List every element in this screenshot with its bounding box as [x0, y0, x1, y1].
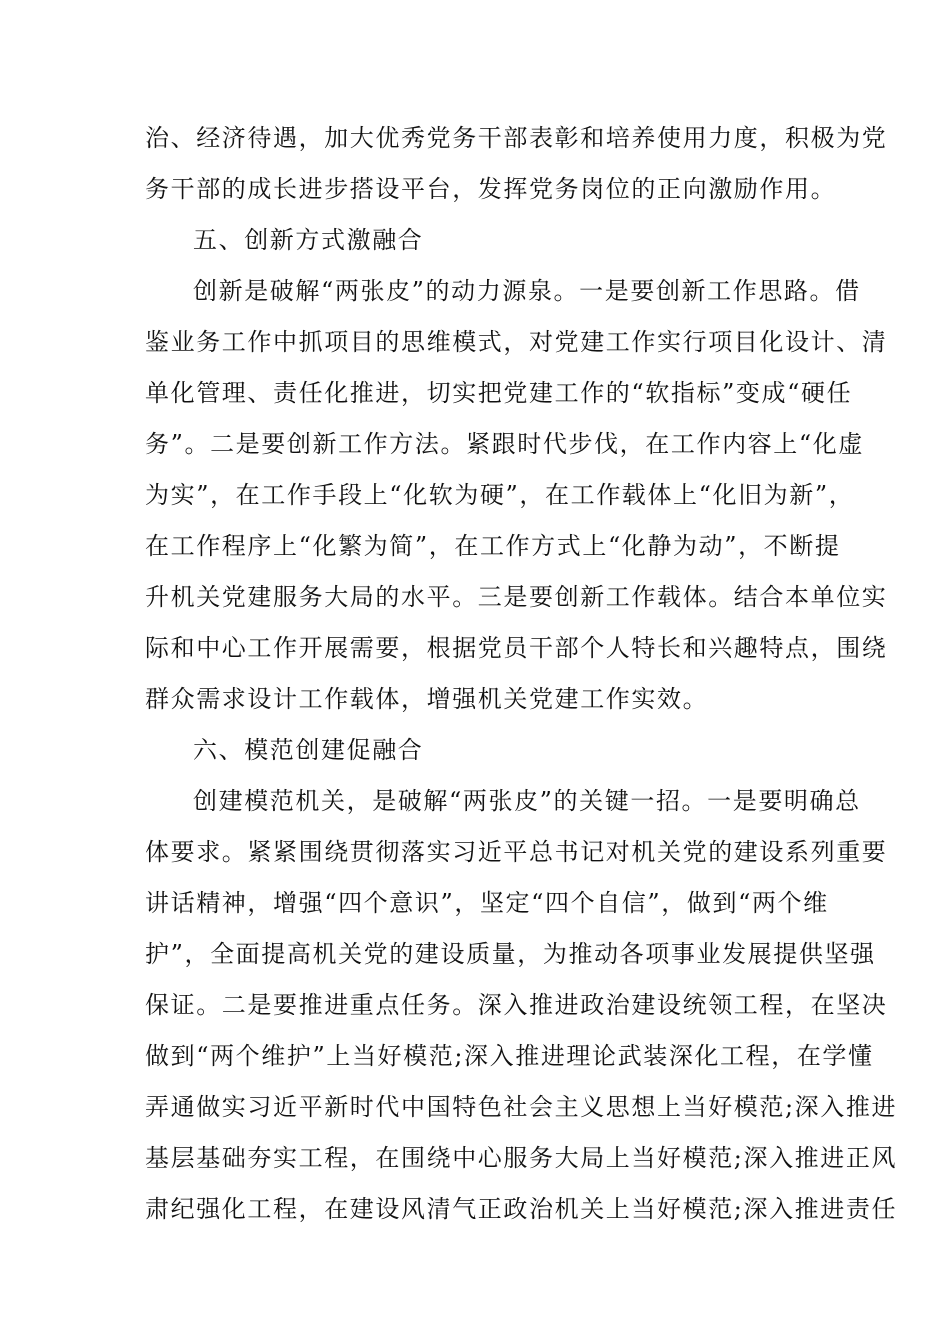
paragraph-line: 保证。二是要推进重点任务。深入推进政治建设统领工程，在坚决	[145, 991, 888, 1019]
paragraph-line: 务”。二是要创新工作方法。紧跟时代步伐，在工作内容上“化虚	[145, 430, 864, 458]
paragraph-line: 务干部的成长进步搭设平台，发挥党务岗位的正向激励作用。	[145, 175, 837, 203]
paragraph-line: 治、经济待遇，加大优秀党务干部表彰和培养使用力度，积极为党	[145, 124, 888, 152]
paragraph-line: 群众需求设计工作载体，增强机关党建工作实效。	[145, 685, 709, 713]
section-heading: 六、模范创建促融合	[193, 736, 424, 764]
paragraph-line: 弄通做实习近平新时代中国特色社会主义思想上当好模范;深入推进	[145, 1093, 898, 1121]
paragraph-line: 为实”，在工作手段上“化软为硬”，在工作载体上“化旧为新”，	[145, 481, 855, 509]
paragraph-line: 肃纪强化工程，在建设风清气正政治机关上当好模范;深入推进责任	[145, 1195, 898, 1223]
paragraph-line: 体要求。紧紧围绕贯彻落实习近平总书记对机关党的建设系列重要	[145, 838, 888, 866]
paragraph-line: 单化管理、责任化推进，切实把党建工作的“软指标”变成“硬任	[145, 379, 853, 407]
paragraph-line: 讲话精神，增强“四个意识”，坚定“四个自信”，做到“两个维	[145, 889, 829, 917]
paragraph-line: 在工作程序上“化繁为简”，在工作方式上“化静为动”，不断提	[145, 532, 841, 560]
section-heading: 五、创新方式激融合	[193, 226, 424, 254]
paragraph-line: 创新是破解“两张皮”的动力源泉。一是要创新工作思路。借	[193, 277, 861, 305]
paragraph-line: 际和中心工作开展需要，根据党员干部个人特长和兴趣特点，围绕	[145, 634, 888, 662]
paragraph-line: 基层基础夯实工程，在围绕中心服务大局上当好模范;深入推进正风	[145, 1144, 898, 1172]
paragraph-line: 护”，全面提高机关党的建设质量，为推动各项事业发展提供坚强	[145, 940, 876, 968]
paragraph-line: 升机关党建服务大局的水平。三是要创新工作载体。结合本单位实	[145, 583, 888, 611]
paragraph-line: 创建模范机关，是破解“两张皮”的关键一招。一是要明确总	[193, 787, 861, 815]
paragraph-line: 鉴业务工作中抓项目的思维模式，对党建工作实行项目化设计、清	[145, 328, 888, 356]
paragraph-line: 做到“两个维护”上当好模范;深入推进理论武装深化工程，在学懂	[145, 1042, 874, 1070]
